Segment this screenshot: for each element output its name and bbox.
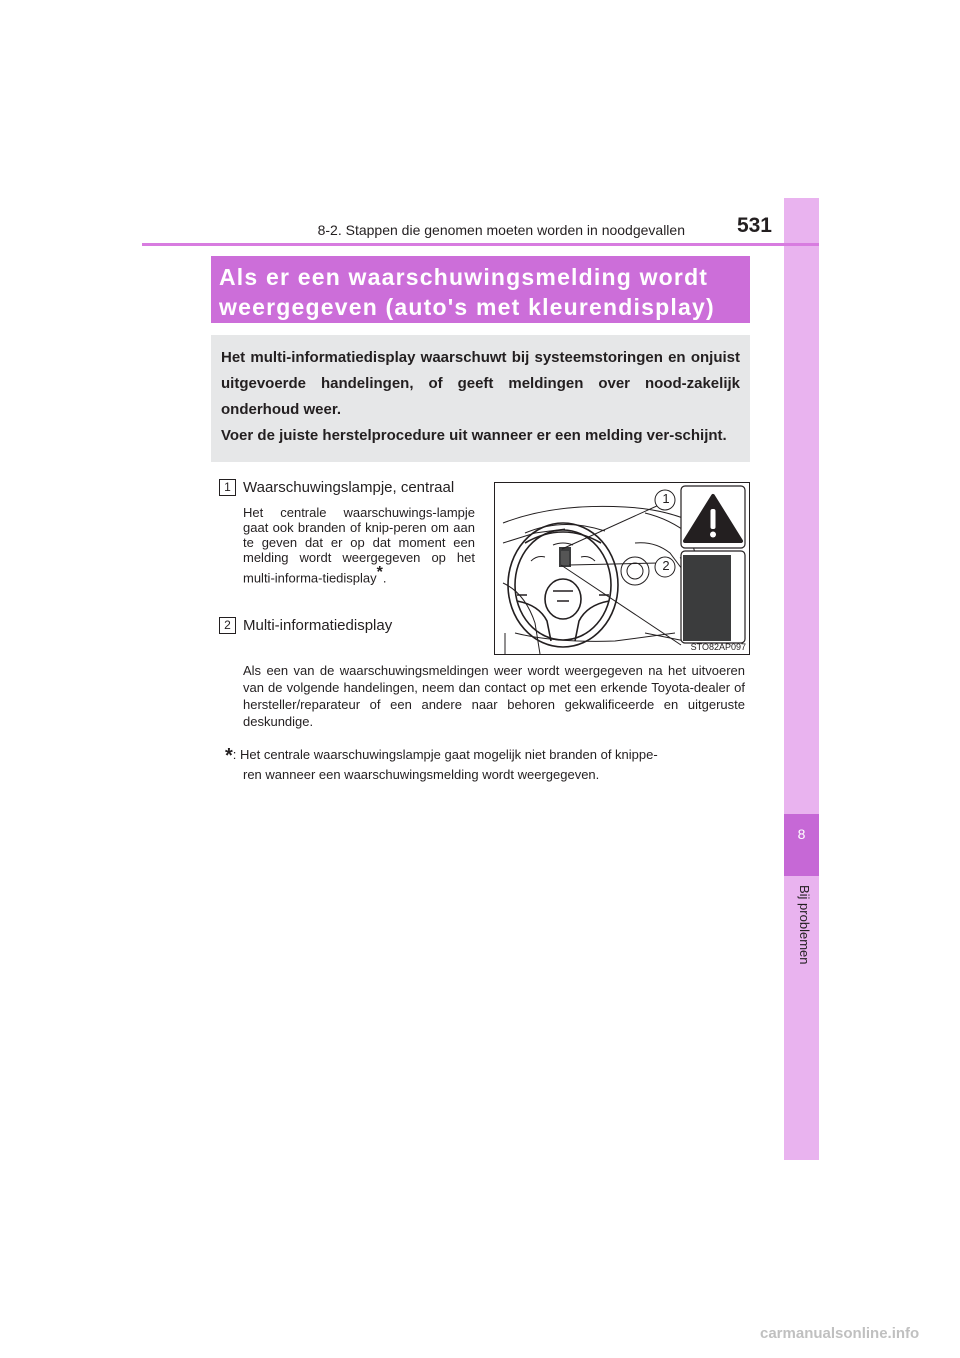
chapter-number: 8 bbox=[797, 826, 806, 842]
item-1-description-end: . bbox=[382, 570, 387, 586]
chapter-label: Bij problemen bbox=[797, 885, 812, 965]
header-divider bbox=[142, 243, 819, 246]
side-tab-active-chapter[interactable] bbox=[784, 814, 819, 876]
watermark: carmanualsonline.info bbox=[760, 1325, 920, 1342]
footnote-star: * bbox=[225, 745, 233, 767]
item-2-number: 2 bbox=[219, 617, 236, 634]
intro-paragraph-2: Voer de juiste herstelprocedure uit wanneer er een melding ver-schijnt. bbox=[221, 427, 727, 444]
footnote-mark: * bbox=[376, 564, 383, 581]
page-number: 531 bbox=[736, 214, 772, 237]
body-paragraph: Als een van de waarschuwingsmeldingen weer wordt weergegeven na het uitvoeren van de volgende handelingen, neem dan contact op met een erkende Toyota-dealer of hersteller/reparateur of een andere naar behoren gekwalificeerde en uitgeruste deskundige. bbox=[243, 663, 745, 729]
intro-paragraph-1: Het multi-informatiedisplay waarschuwt bij systeemstoringen en onjuist uitgevoerde handelingen, of geeft meldingen over nood-zakelijk onderhoud weer. bbox=[221, 349, 740, 418]
header-section-title: 8-2. Stappen die genomen moeten worden in noodgevallen bbox=[317, 222, 685, 238]
figure-callout-1: 1 bbox=[662, 491, 670, 506]
figure-code: STO82AP097 bbox=[690, 642, 746, 652]
section-title-line2: weergegeven (auto's met kleurendisplay) bbox=[219, 294, 715, 320]
footnote-text-line2: ren wanneer een waarschuwingsmelding wordt weergegeven. bbox=[243, 767, 600, 782]
item-1-description bbox=[243, 505, 475, 585]
item-1-heading: Waarschuwingslampje, centraal bbox=[243, 479, 455, 496]
item-2-heading: Multi-informatiedisplay bbox=[243, 617, 393, 634]
item-1-description-text: Het centrale waarschuwings-lampje gaat ook branden of knip-peren om aan te geven dat er op dat moment een melding wordt weergegeven op het multi-informa-tiedisplay bbox=[243, 505, 475, 586]
footnote-text-line1: : Het centrale waarschuwingslampje gaat mogelijk niet branden of knippe- bbox=[232, 747, 658, 762]
section-title-line1: Als er een waarschuwingsmelding wordt bbox=[219, 264, 709, 290]
intro-box bbox=[211, 335, 750, 462]
dashboard-illustration bbox=[494, 482, 750, 655]
figure-callout-2: 2 bbox=[662, 558, 670, 573]
dashboard-drawing bbox=[495, 483, 749, 654]
item-1-number: 1 bbox=[219, 479, 236, 496]
side-tab bbox=[784, 198, 819, 1160]
section-title bbox=[211, 256, 750, 323]
